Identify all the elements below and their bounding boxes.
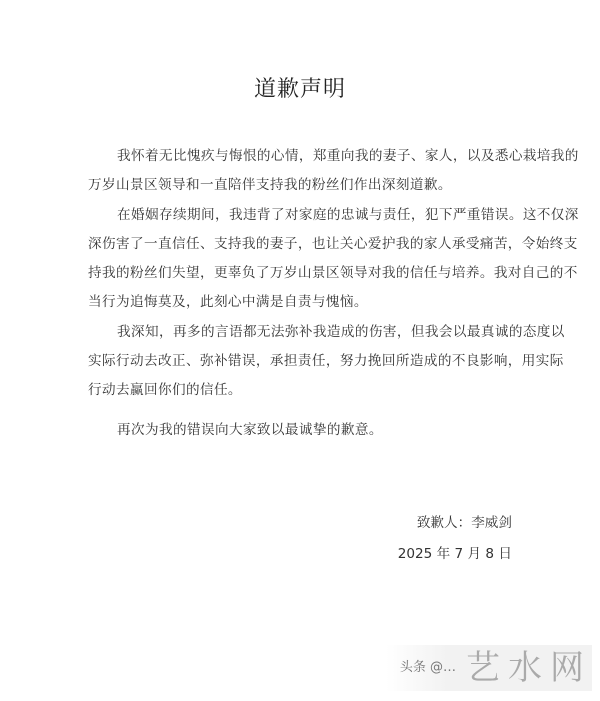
- watermark: [386, 645, 592, 691]
- paragraph-line: 行动去赢回你们的信任。: [88, 382, 242, 399]
- paragraph-line: 持我的粉丝们失望，更辜负了万岁山景区领导对我的信任与培养。我对自己的不: [88, 265, 578, 282]
- paragraph-4: [88, 416, 528, 445]
- paragraph-line: 实际行动去改正、弥补错误，承担责任，努力挽回所造成的不良影响，用实际: [88, 353, 564, 370]
- paragraph-line: 在婚姻存续期间，我违背了对家庭的忠诚与责任，犯下严重错误。这不仅深: [117, 206, 579, 223]
- signature: 致歉人：李威剑: [416, 515, 512, 531]
- paragraph-3: [88, 318, 565, 406]
- paragraph-2: [88, 201, 579, 318]
- paragraph-line: 万岁山景区领导和一直陪伴支持我的粉丝们作出深刻道歉。: [88, 177, 452, 194]
- paragraph-line: 我深知，再多的言语都无法弥补我造成的伤害，但我会以最真诚的态度以: [117, 323, 565, 340]
- paragraph-line: 当行为追悔莫及，此刻心中满是自责与愧恼。: [88, 294, 368, 311]
- paragraph-line: 我怀着无比愧疚与悔恨的心情，郑重向我的妻子、家人，以及悉心栽培我的: [117, 148, 579, 164]
- date: 2025 年 7 月 8 日: [397, 546, 512, 562]
- paragraph-1: [88, 142, 579, 201]
- paragraph-line: 深伤害了一直信任、支持我的妻子，也让关心爱护我的家人承受痛苦，令始终支: [88, 235, 578, 252]
- paragraph-line: 再次为我的错误向大家致以最诚挚的歉意。: [117, 421, 383, 438]
- document-title: 道歉声明: [253, 77, 346, 102]
- document-body: [88, 142, 579, 445]
- watermark-logo: 艺水网: [466, 648, 592, 688]
- watermark-handle: 头条 @…: [399, 660, 456, 675]
